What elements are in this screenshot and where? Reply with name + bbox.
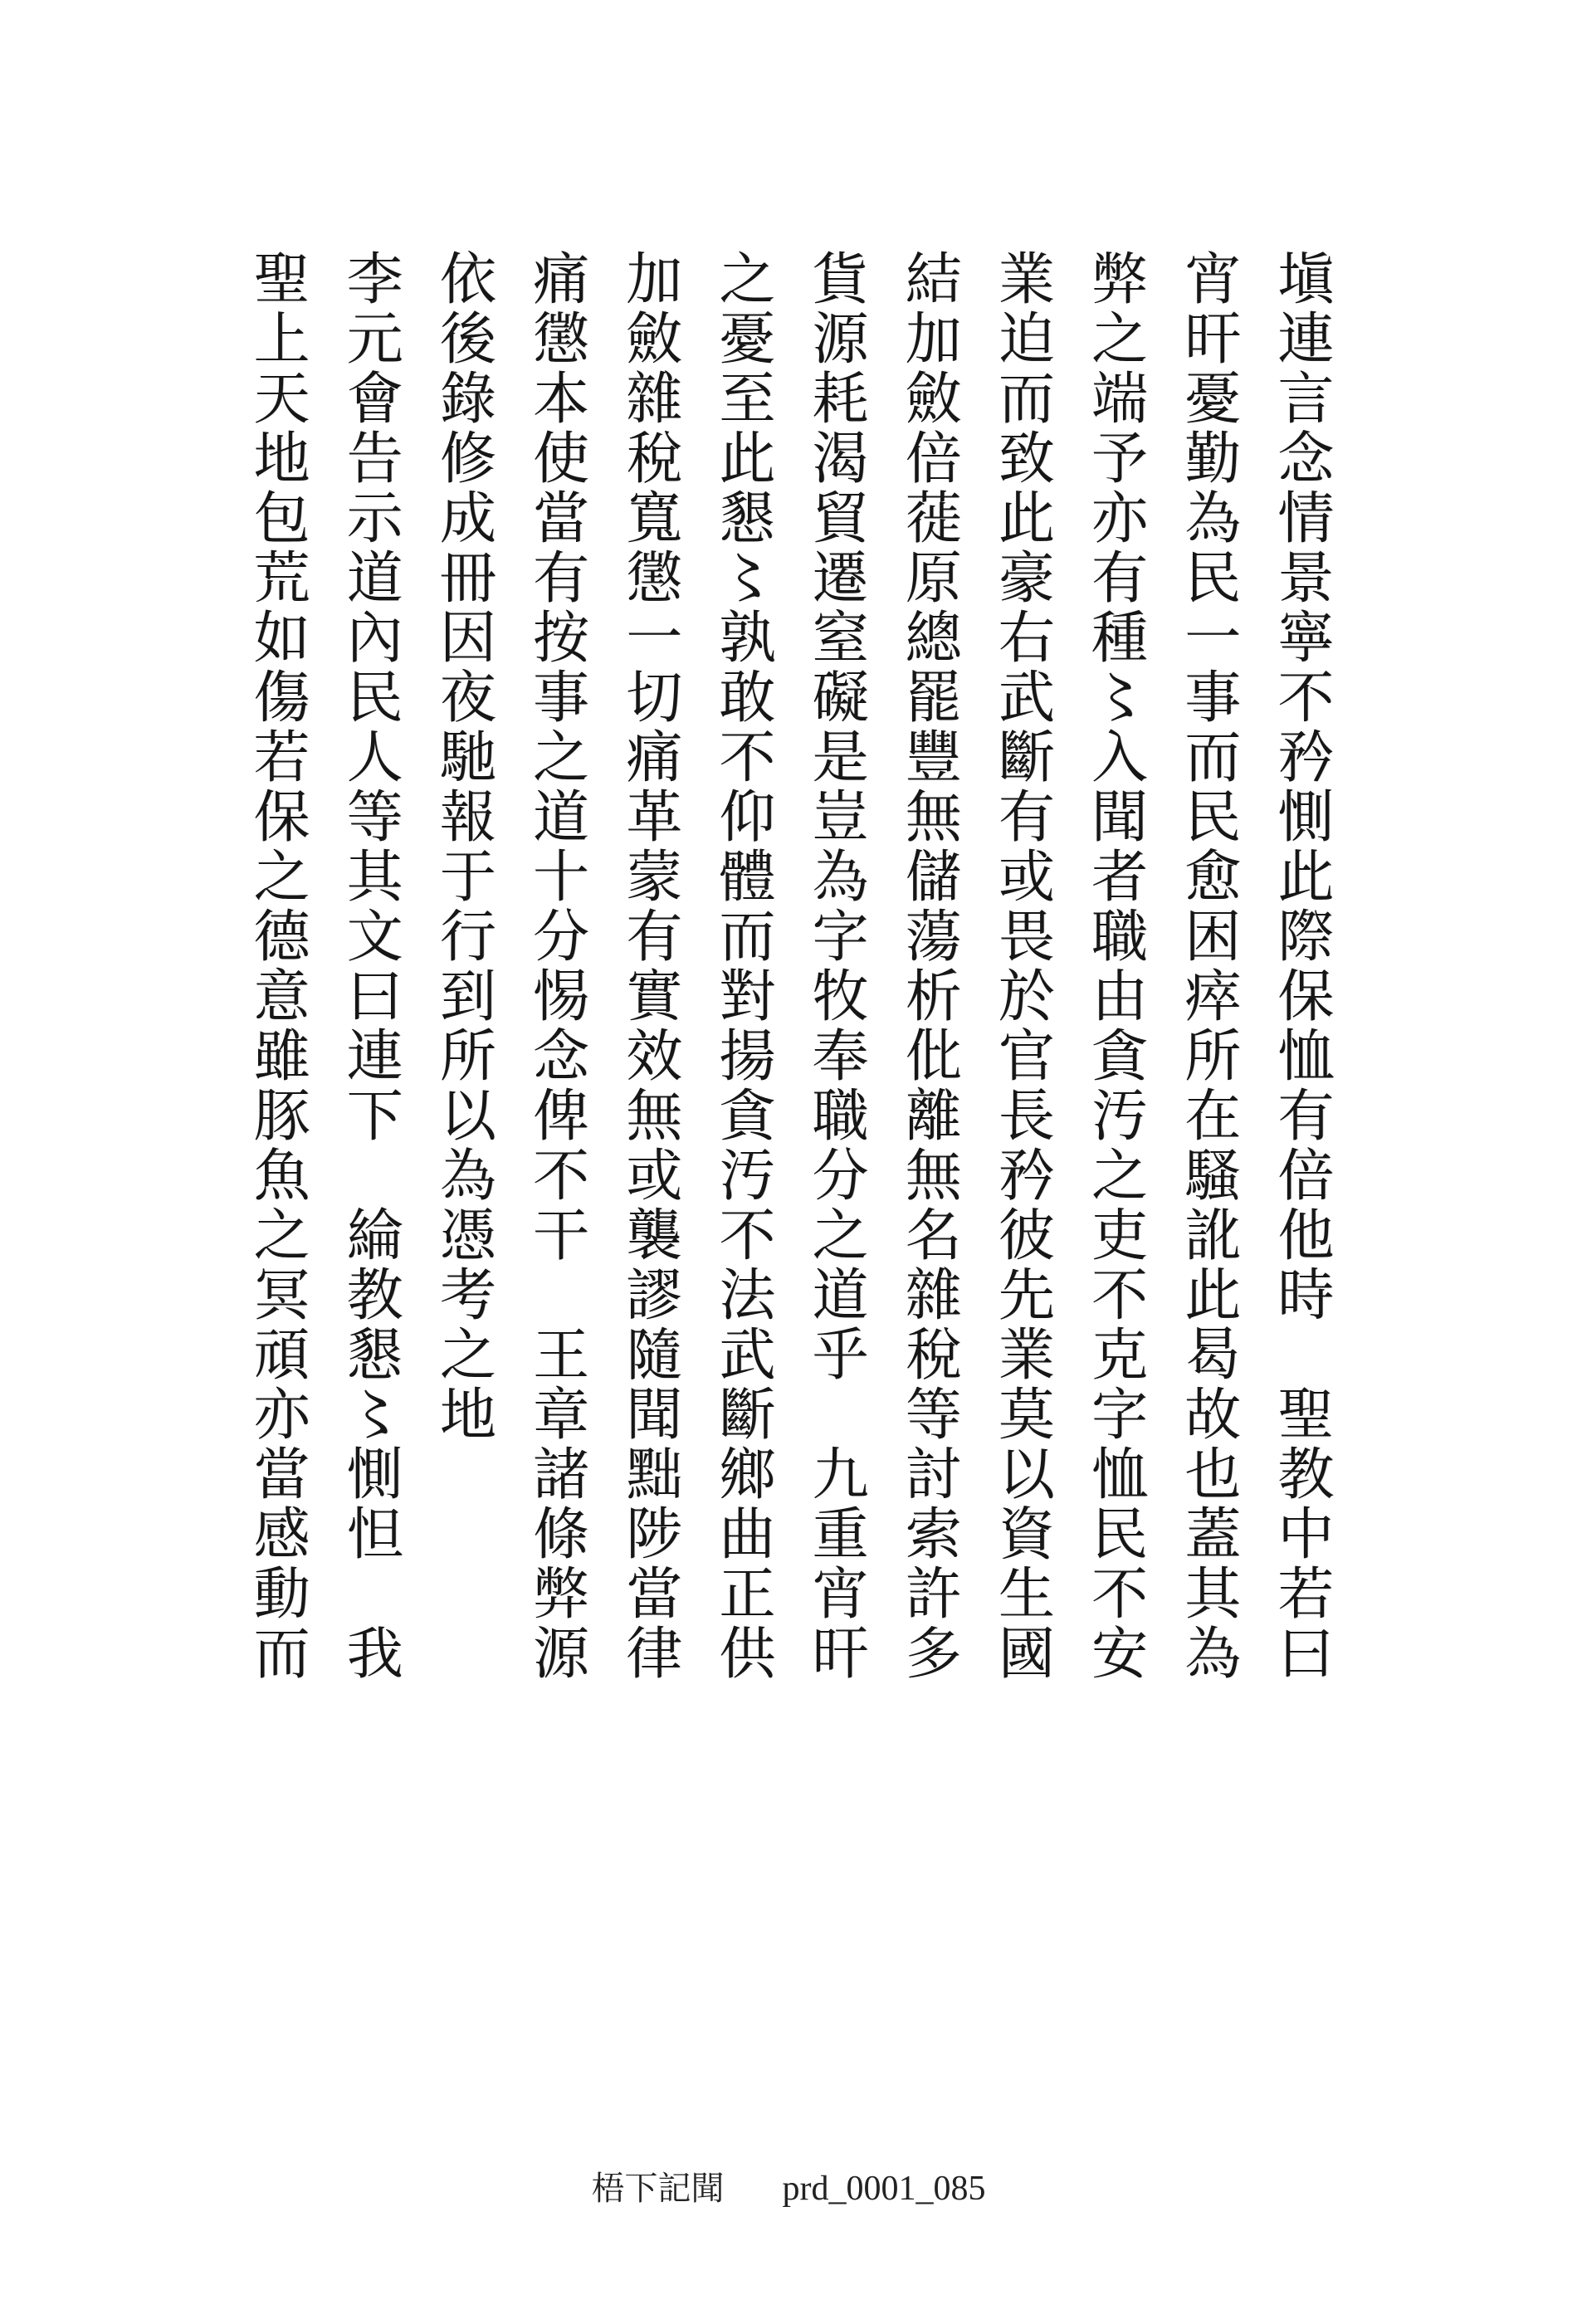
manuscript-column-9: 痛懲本使當有按事之道十分惕念俾不干 王章諸條弊源	[523, 249, 589, 1683]
manuscript-column-10: 依後錄修成冊因夜馳報于行到所以為憑考之地	[430, 249, 496, 1444]
manuscript-column-12: 聖上天地包荒如傷若保之德意雖豚魚之冥頑亦當感動而	[244, 249, 310, 1683]
footer-title: 梧下記聞	[591, 2170, 725, 2208]
manuscript-column-1: 塡連言念情景寧不矜惻此際保恤有倍他時 聖教中若曰	[1267, 249, 1334, 1683]
manuscript-column-5: 結加斂倍蓰原總罷豐無儲蕩析仳離無名雜稅等討索許多	[896, 249, 962, 1683]
manuscript-column-4: 業迫而致此豪右武斷有或畏於官長矜彼先業莫以資生國	[989, 249, 1055, 1683]
manuscript-column-3: 弊之端予亦有種〻入聞者職由貪汚之吏不克字恤民不安	[1081, 249, 1148, 1683]
manuscript-column-7: 之憂至此懇〻孰敢不仰體而對揚貪汚不法武斷鄉曲正供	[709, 249, 775, 1683]
manuscript-text-block	[237, 249, 1340, 1909]
manuscript-column-8: 加斂雜稅寬懲一切痛革蒙有實效無或襲謬隨聞黜陟當律	[616, 249, 682, 1683]
manuscript-column-11: 李元會告示道內民人等其文曰連下 綸教懇〻惻怛 我	[337, 249, 403, 1683]
footer-page-code: prd_0001_085	[782, 2170, 986, 2208]
page-footer	[0, 2162, 1577, 2209]
manuscript-column-6: 貨源耗渴貿遷窒礙是豈為字牧奉職分之道乎 九重宵旰	[803, 249, 869, 1683]
manuscript-column-2: 宵旰憂勤為民一事而民愈困瘁所在騷訛此曷故也蓋其為	[1174, 249, 1241, 1683]
